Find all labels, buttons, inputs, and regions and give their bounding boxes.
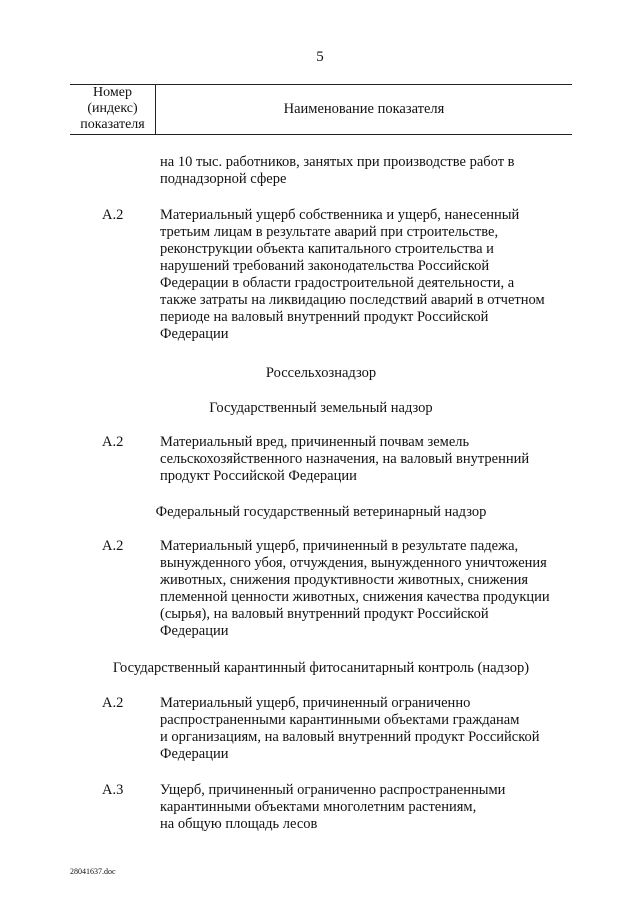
header-index-line-2: (индекс) [87,101,138,116]
text-line: третьим лицам в результате аварий при строительстве, [160,224,499,240]
text-line: сельскохозяйственного назначения, на валовый внутренний [160,451,530,467]
footer-filename: 28041637.doc [70,867,116,876]
indicator-text [160,434,572,485]
header-index-line-1: Номер [93,85,132,100]
text-line: Федерации [160,746,229,762]
text-line: вынужденного убоя, отчуждения, вынужденного уничтожения [160,555,547,571]
indicator-text [160,695,572,763]
text-line: на общую площадь лесов [160,816,318,832]
text-line: нарушений требований законодательства Российской [160,258,490,274]
text-line: Материальный вред, причиненный почвам земель [160,434,470,450]
text-line: Материальный ущерб, причиненный в результате падежа, [160,538,519,554]
text-line: продукт Российской Федерации [160,468,357,484]
header-name-column: Наименование показателя [283,101,445,117]
text-line: поднадзорной сфере [160,171,287,187]
text-line: Федерации [160,623,229,639]
text-line: и организациям, на валовый внутренний продукт Российской [160,729,540,745]
section-heading: Государственный земельный надзор [209,400,433,416]
text-line: Федерации в области градостроительной деятельности, а [160,275,515,291]
text-line: периоде на валовый внутренний продукт Российской [160,309,489,325]
text-line: реконструкции объекта капитального строительства и [160,241,494,257]
header-index-line-3: показателя [80,117,145,132]
indicator-code: А.2 [102,207,124,223]
text-line: карантинными объектами многолетним растениям, [160,799,477,815]
text-line: Материальный ущерб собственника и ущерб, нанесенный [160,207,520,223]
text-line: племенной ценности животных, снижения качества продукции [160,589,550,605]
section-heading: Федеральный государственный ветеринарный надзор [155,504,487,520]
indicator-text [160,538,572,640]
text-line: распространенными карантинными объектами гражданам [160,712,520,728]
section-heading: Россельхознадзор [265,365,377,381]
text-line: животных, снижения продуктивности животных, снижения [160,572,529,588]
text-line: (сырья), на валовый внутренний продукт Российской [160,606,489,622]
indicator-code: А.2 [102,695,124,711]
indicator-code: А.2 [102,538,124,554]
header-index-column [70,85,155,133]
indicator-code: А.2 [102,434,124,450]
text-line: Материальный ущерб, причиненный ограниченно [160,695,471,711]
section-heading: Государственный карантинный фитосанитарный контроль (надзор) [112,660,530,676]
text-line: Федерации [160,326,229,342]
text-line: Ущерб, причиненный ограниченно распространенными [160,782,506,798]
text-line: на 10 тыс. работников, занятых при производстве работ в [160,154,515,170]
indicator-code: А.3 [102,782,124,798]
page-number: 5 [316,49,324,65]
text-line: также затраты на ликвидацию последствий аварий в отчетном [160,292,545,308]
indicator-text [160,207,572,343]
indicator-text [160,782,572,833]
header-bottom-rule [70,134,572,135]
